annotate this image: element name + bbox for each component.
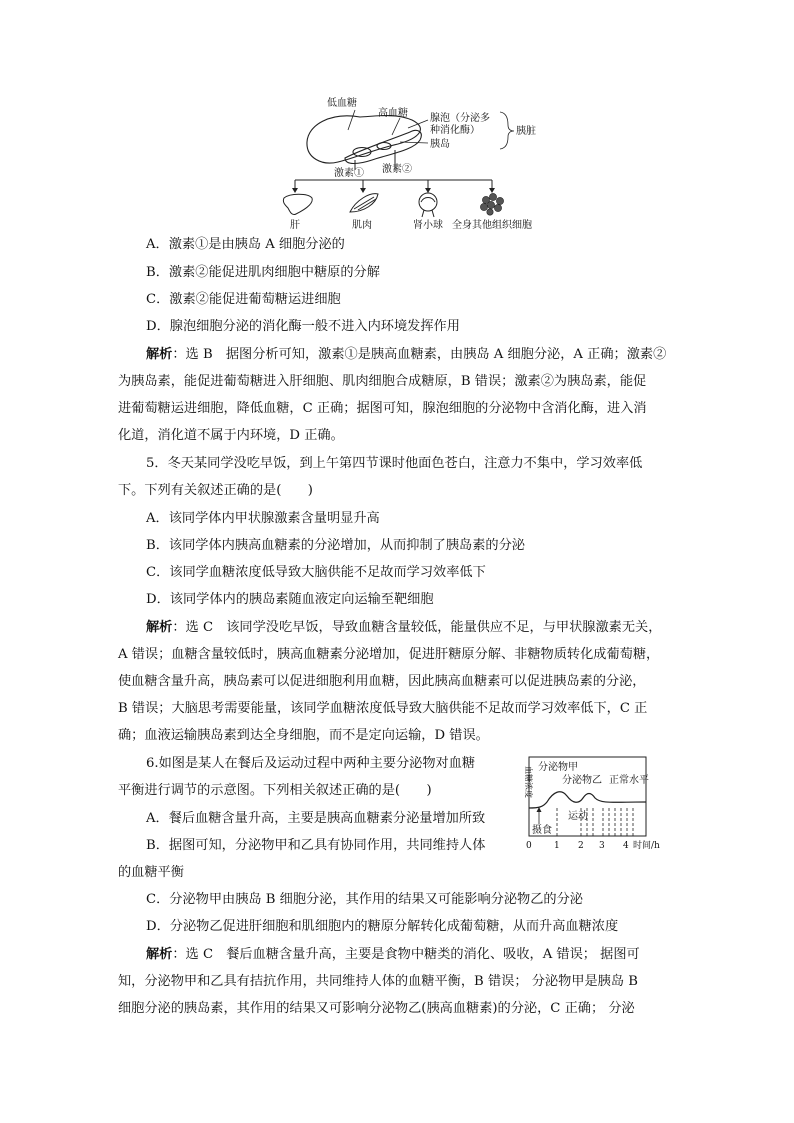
q5-option-d: D．该同学体内的胰岛素随血液定向运输至靶细胞 bbox=[146, 592, 434, 607]
label-secretion-a: 分泌物甲 bbox=[538, 762, 578, 773]
q6-option-b: B．据图可知，分泌物甲和乙具有协同作用，共同维持人体 bbox=[146, 838, 486, 853]
q5-option-c: C．该同学血糖浓度低导致大脑供能不足故而学习效率低下 bbox=[146, 565, 486, 580]
label-liver: 肝 bbox=[290, 220, 300, 231]
pancreas-hormone-diagram bbox=[0, 0, 794, 240]
q6-option-c: C．分泌物甲由胰岛 B 细胞分泌，其作用的结果又可能影响分泌物乙的分泌 bbox=[146, 892, 583, 907]
x-axis-label: 时间/h bbox=[633, 841, 660, 851]
label-low-sugar: 低血糖 bbox=[327, 98, 357, 109]
label-secretion-b: 分泌物乙 bbox=[562, 775, 602, 786]
q6-analysis-line-1: 解析：选 C 餐后血糖含量升高，主要是食物中糖类的消化、吸收，A 错误； 据图可 bbox=[146, 947, 640, 962]
q6-option-a: A．餐后血糖含量升高，主要是胰高血糖素分泌量增加所致 bbox=[146, 811, 486, 826]
muscle-icon bbox=[350, 194, 378, 212]
q4-option-a: A．激素①是由胰岛 A 细胞分泌的 bbox=[146, 237, 345, 252]
x-tick-4: 4 bbox=[623, 841, 629, 851]
q5-option-b: B．该同学体内胰高血糖素的分泌增加，从而抑制了胰岛素的分泌 bbox=[146, 538, 525, 553]
liver-icon bbox=[283, 194, 312, 214]
q5-stem-line-2: 下。下列有关叙述正确的是( ) bbox=[118, 483, 313, 498]
label-high-sugar: 高血糖 bbox=[378, 108, 408, 119]
kidney-glomerulus-icon bbox=[419, 193, 437, 217]
label-hormone-2: 激素② bbox=[382, 164, 412, 175]
q4-option-d: D．腺泡细胞分泌的消化酶一般不进入内环境发挥作用 bbox=[146, 319, 460, 334]
label-acinar-2: 种消化酶） bbox=[430, 125, 480, 136]
q5-analysis-line-3: 使血糖含量升高，胰岛素可以促进细胞利用血糖，因此胰高血糖素可以促进胰岛素的分泌， bbox=[118, 674, 646, 689]
label-acinar-1: 腺泡（分泌多 bbox=[430, 113, 490, 124]
blood-sugar-diagram bbox=[517, 752, 717, 852]
q6-analysis-line-3: 细胞分泌的胰岛素，其作用的结果又可影响分泌物乙(胰高血糖素)的分泌，C 正确； 分泌 bbox=[118, 1001, 635, 1016]
body-cells-icon bbox=[480, 193, 503, 215]
q6-analysis-label: 解析 bbox=[146, 947, 173, 962]
q5-analysis-line-2: A 错误；血糖含量较低时，胰高血糖素分泌增加，促进肝糖原分解、非糖物质转化成葡萄糖， bbox=[118, 647, 660, 662]
label-normal-level: 正常水平 bbox=[609, 775, 649, 786]
q4-analysis-label: 解析 bbox=[146, 347, 173, 362]
x-tick-1: 1 bbox=[554, 841, 560, 851]
label-pancreas: 胰脏 bbox=[516, 126, 536, 137]
pancreas-outline bbox=[345, 130, 421, 163]
q4-analysis-line-2: 为胰岛素，能促进葡萄糖进入肝细胞、肌肉细胞合成糖原，B 错误；激素②为胰岛素，能促 bbox=[118, 374, 647, 389]
x-tick-0: 0 bbox=[526, 841, 532, 851]
q5-option-a: A．该同学体内甲状腺激素含量明显升高 bbox=[146, 511, 380, 526]
q5-stem-line-1: 5．冬天某同学没吃早饭，到上午第四节课时他面色苍白，注意力不集中，学习效率低 bbox=[146, 456, 643, 471]
q6-stem-line-1: 6.如图是某人在餐后及运动过程中两种主要分泌物对血糖 bbox=[146, 756, 476, 771]
q6-option-b-cont: 的血糖平衡 bbox=[118, 865, 184, 880]
q5-analysis-line-5: 确；血液运输胰岛素到达全身细胞，而不是定向运输，D 错误。 bbox=[118, 728, 489, 743]
blood-sugar-curve bbox=[529, 792, 646, 808]
y-axis-label: 血糖浓度 bbox=[524, 766, 533, 798]
q5-analysis-label: 解析 bbox=[146, 620, 173, 635]
q4-analysis-line-4: 化道，消化道不属于内环境，D 正确。 bbox=[118, 428, 344, 443]
label-body-cells: 全身其他组织细胞 bbox=[452, 220, 532, 231]
label-muscle: 肌肉 bbox=[352, 220, 372, 231]
q4-analysis-line-1: 解析：选 B 据图分析可知，激素①是胰高血糖素，由胰岛 A 细胞分泌，A 正确；激素② bbox=[146, 347, 667, 362]
q6-option-d: D．分泌物乙促进肝细胞和肌细胞内的糖原分解转化成葡萄糖，从而升高血糖浓度 bbox=[146, 919, 619, 934]
label-hormone-1: 激素① bbox=[334, 168, 364, 179]
q5-analysis-line-1: 解析：选 C 该同学没吃早饭，导致血糖含量较低，能量供应不足，与甲状腺激素无关， bbox=[146, 620, 662, 635]
x-tick-3: 3 bbox=[599, 841, 605, 851]
q4-option-b: B．激素②能促进肌肉细胞中糖原的分解 bbox=[146, 265, 380, 280]
q4-analysis-line-3: 进葡萄糖运进细胞，降低血糖，C 正确；据图可知，腺泡细胞的分泌物中含消化酶，进入消 bbox=[118, 401, 647, 416]
x-tick-2: 2 bbox=[578, 841, 584, 851]
q6-stem-line-2: 平衡进行调节的示意图。下列相关叙述正确的是( ) bbox=[118, 783, 432, 798]
arrow-heads bbox=[292, 188, 495, 193]
label-islet: 胰岛 bbox=[430, 139, 450, 150]
q6-analysis-line-2: 知，分泌物甲和乙具有拮抗作用，共同维持人体的血糖平衡，B 错误； 分泌物甲是胰岛 B bbox=[118, 974, 638, 989]
label-kidney: 肾小球 bbox=[413, 220, 443, 231]
q4-option-c: C．激素②能促进葡萄糖运进细胞 bbox=[146, 292, 341, 307]
q5-analysis-line-4: B 错误；大脑思考需要能量，该同学血糖浓度低导致大脑供能不足故而学习效率低下，C 正 bbox=[118, 701, 648, 716]
label-eat: 摄食 bbox=[532, 825, 552, 836]
label-exercise: 运动 bbox=[568, 811, 588, 822]
